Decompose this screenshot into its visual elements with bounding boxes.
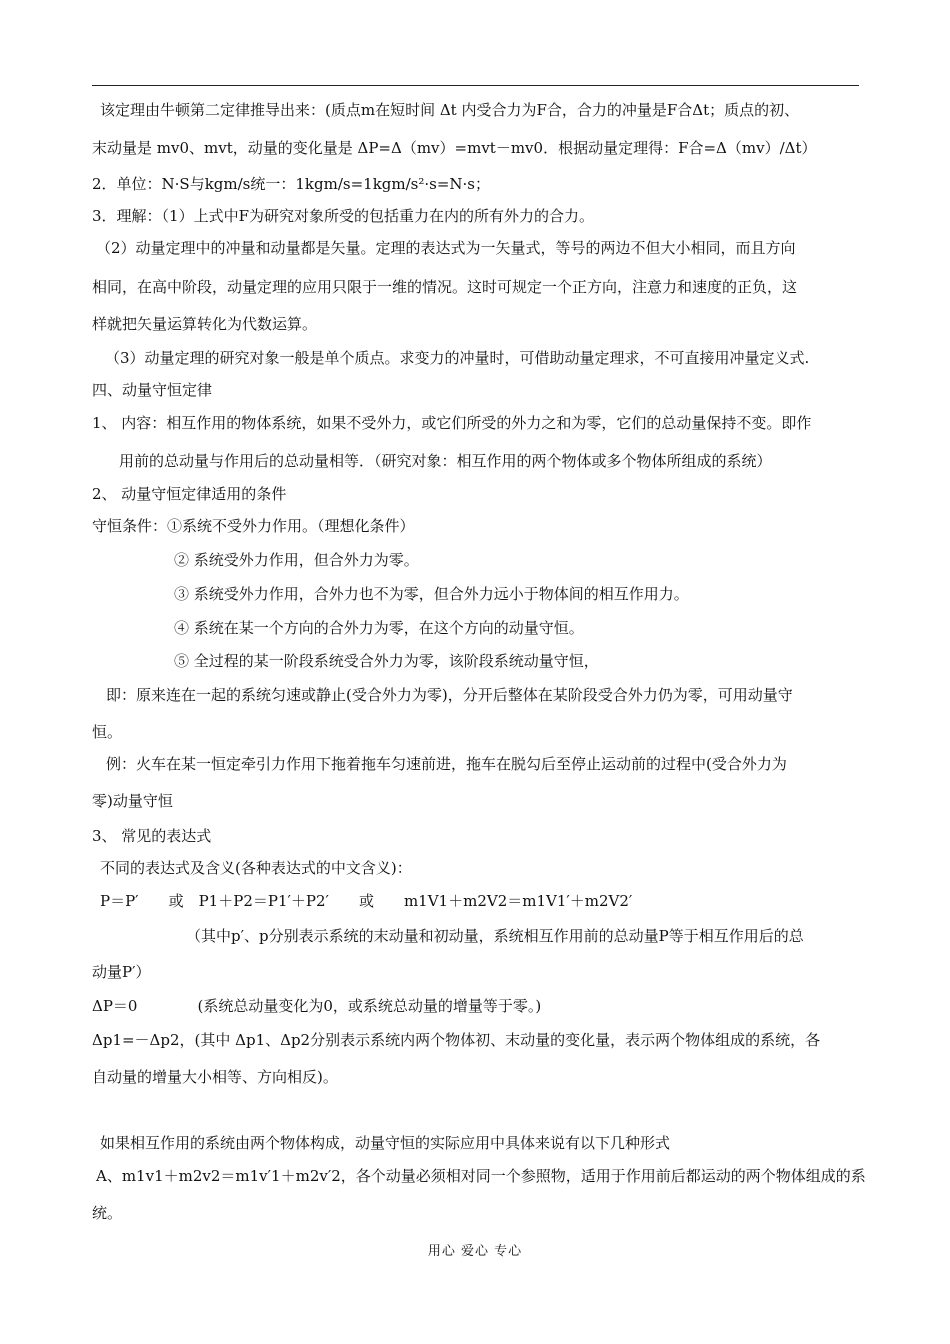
text-line: 不同的表达式及含义(各种表达式的中文含义)： [100, 859, 412, 877]
text-line: 守恒条件：①系统不受外力作用。（理想化条件） [92, 517, 415, 535]
text-line: 该定理由牛顿第二定律推导出来：(质点m在短时间 Δt 内受合力为F合，合力的冲量是F合Δt；质点的初、 [100, 101, 800, 119]
text-line: 用前的总动量与作用后的总动量相等．（研究对象：相互作用的两个物体或多个物体所组成的系统） [119, 452, 772, 470]
text-line: 样就把矢量运算转化为代数运算。 [92, 315, 318, 333]
condition-item: ③ 系统受外力作用，合外力也不为零，但合外力远小于物体间的相互作用力。 [174, 585, 689, 603]
header-rule [92, 85, 859, 86]
condition-item: ② 系统受外力作用，但合外力为零。 [174, 551, 419, 569]
text-line: 零)动量守恒 [92, 792, 173, 810]
text-line: 动量P′） [92, 963, 151, 981]
text-line: 相同，在高中阶段，动量定理的应用只限于一维的情况。这时可规定一个正方向，注意力和速度的正负，这 [92, 278, 798, 296]
text-line: （其中p′、p分别表示系统的末动量和初动量，系统相互作用前的总动量P等于相互作用后的总 [186, 927, 804, 945]
text-line: 3．理解：（1）上式中F为研究对象所受的包括重力在内的所有外力的合力。 [92, 207, 594, 225]
text-line: （2）动量定理中的冲量和动量都是矢量。定理的表达式为一矢量式，等号的两边不但大小相同，而且方向 [96, 239, 796, 257]
text-line: A、m1v1＋m2v2＝m1v′1＋m2v′2，各个动量必须相对同一个参照物，适用于作用前后都运动的两个物体组成的系 [96, 1167, 866, 1185]
formula-line: P＝P′ 或 P1＋P2＝P1′＋P2′ 或 m1V1＋m2V2＝m1V1′＋m2V2′ [100, 892, 633, 910]
text-line: 统。 [92, 1204, 123, 1222]
page-footer: 用心 爱心 专心 [427, 1244, 523, 1259]
text-line: 1、 内容：相互作用的物体系统，如果不受外力，或它们所受的外力之和为零，它们的总动量保持不变。即作 [92, 414, 812, 432]
text-line: 末动量是 mv0、mvt，动量的变化量是 ΔP=Δ（mv）=mvt－mv0．根据动量定理得：F合=Δ（mv）/Δt） [92, 139, 817, 157]
text-line: 2、 动量守恒定律适用的条件 [92, 485, 287, 503]
formula-line: ΔP＝0 (系统总动量变化为0，或系统总动量的增量等于零。) [92, 997, 542, 1015]
text-line: Δp1=－Δp2，(其中 Δp1、Δp2分别表示系统内两个物体初、末动量的变化量，表示两个物体组成的系统，各 [92, 1031, 821, 1049]
text-line: （3）动量定理的研究对象一般是单个质点。求变力的冲量时，可借助动量定理求，不可直接用冲量定义式. [105, 349, 810, 367]
text-line: 3、 常见的表达式 [92, 827, 212, 845]
text-line: 即：原来连在一起的系统匀速或静止(受合外力为零)，分开后整体在某阶段受合外力仍为零，可用动量守 [106, 686, 793, 704]
text-line: 如果相互作用的系统由两个物体构成，动量守恒的实际应用中具体来说有以下几种形式 [100, 1134, 671, 1152]
text-line: 恒。 [92, 723, 123, 741]
condition-item: ④ 系统在某一个方向的合外力为零，在这个方向的动量守恒。 [174, 619, 584, 637]
text-line: 2．单位：N·S与kgm/s统一：1kgm/s=1kgm/s²·s=N·s； [92, 175, 491, 193]
condition-item: ⑤ 全过程的某一阶段系统受合外力为零，该阶段系统动量守恒， [174, 652, 599, 670]
text-line: 例：火车在某一恒定牵引力作用下拖着拖车匀速前进，拖车在脱勾后至停止运动前的过程中(受合外力为 [106, 755, 787, 773]
text-line: 自动量的增量大小相等、方向相反)。 [92, 1068, 338, 1086]
section-heading: 四、动量守恒定律 [92, 381, 213, 399]
